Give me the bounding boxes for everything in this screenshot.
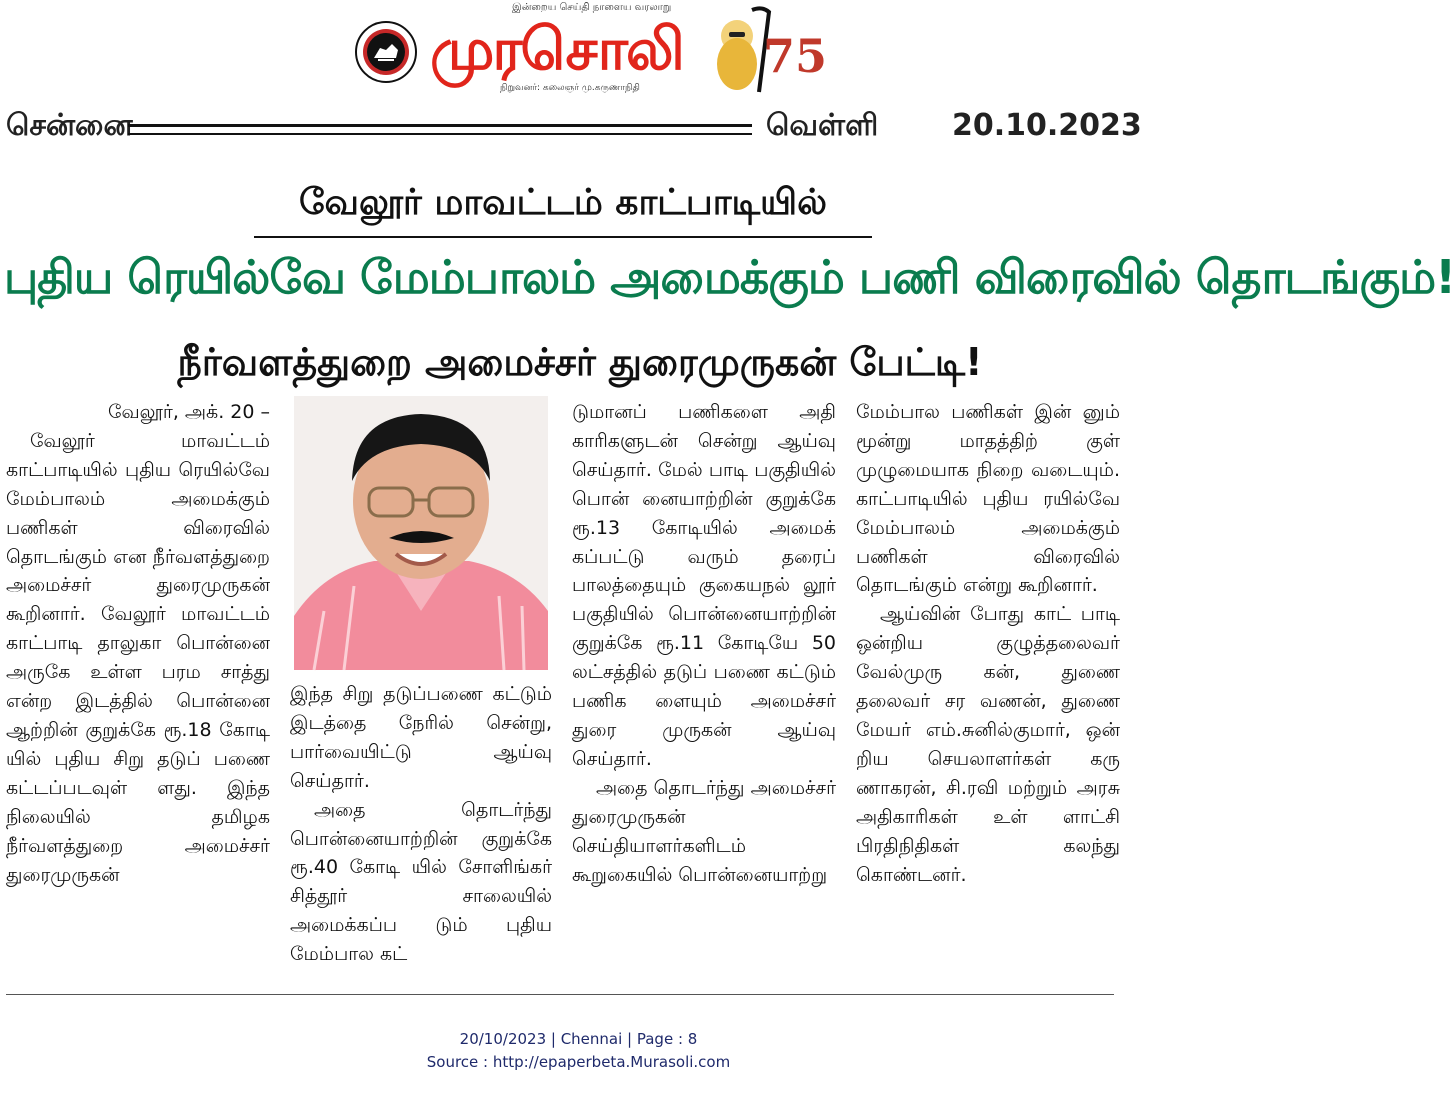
article-column-3	[572, 398, 836, 889]
article-paragraph: ஆய்வின் போது காட் பாடி ஒன்றிய குழுத்தலைவர் வேல்முரு கன், துணை தலைவர் சர வணன், துணை மேயர் எம்.சுனில்குமார், ஒன் றிய செயலாளர்கள் கரு ணாகரன், சி.ரவி மற்றும் அரசு அதிகாரிகள் உள் ளாட்சி பிரதிநிதிகள் கலந்து கொண்டனர்.	[856, 603, 1120, 886]
article-subhead: நீர்வளத்துறை அமைச்சர் துரைமுருகன் பேட்டி!	[177, 340, 983, 384]
page-footer	[0, 1028, 1157, 1074]
dateline-city: சென்னை	[6, 108, 133, 143]
article-paragraph: அதை தொடர்ந்து அமைச்சர் துரைமுருகன் செய்தியாளர்களிடம் கூறுகையில் பொன்னையாற்று	[572, 776, 836, 886]
article-paragraph: மேம்பால பணிகள் இன் னும் மூன்று மாதத்திற் குள் முழுமையாக நிறை வடையும். காட்பாடியில் புதிய ரயில்வே மேம்பாலம் அமைக்கும் பணிகள் விரைவில் தொடங்கும் என்று கூறினார்.	[856, 401, 1120, 597]
article-paragraph: இந்த சிறு தடுப்பணை கட்டும் இடத்தை நேரில் சென்று, பார்வையிட்டு ஆய்வு செய்தார்.	[290, 683, 552, 792]
footer-date-line: 20/10/2023 | Chennai | Page : 8	[459, 1030, 698, 1048]
portrait-image	[294, 396, 548, 670]
logo-subtitle: நிறுவனர்: கலைஞர் மு.கருணாநிதி	[500, 83, 640, 93]
article-headline: புதிய ரெயில்வே மேம்பாலம் அமைக்கும் பணி விரைவில் தொடங்கும்!	[4, 250, 1455, 304]
newspaper-logo: முரசொலி	[430, 15, 683, 83]
article-paragraph: வேலூர் மாவட்டம் காட்பாடியில் புதிய ரெயில்வே மேம்பாலம் அமைக்கும் பணிகள் விரைவில் தொடங்கும் என நீர்வளத்துறை அமைச்சர் துரைமுருகன் கூறினார். வேலூர் மாவட்டம் காட்பாடி தாலுகா பொன்னை அருகே உள்ள பரம சாத்து என்ற இடத்தில் பொன்னை ஆற்றின் குறுக்கே ரூ.18 கோடி யில் புதிய சிறு தடுப் பணை கட்டப்படவுள் ளது. இந்த நிலையில் தமிழக நீர்வளத்துறை அமைச்சர் துரைமுருகன்	[6, 429, 270, 886]
party-emblem-icon	[354, 20, 418, 84]
masthead	[352, 0, 828, 105]
masthead-tagline: இன்றைய செய்தி நாளைய வரலாறு	[512, 2, 672, 13]
article-column-4	[856, 398, 1120, 889]
anniversary-75-badge-icon	[707, 2, 828, 102]
minister-photo	[294, 396, 548, 670]
bottom-rule	[6, 994, 1114, 995]
dateline-rule	[128, 124, 752, 135]
dateline-bar	[0, 106, 1157, 150]
article-paragraph: டுமானப் பணிகளை அதி காரிகளுடன் சென்று ஆய்வு செய்தார். மேல் பாடி பகுதியில் பொன் னையாற்றின் குறுக்கே ரூ.13 கோடியில் அமைக் கப்பட்டு வரும் தரைப் பாலத்தையும் குகையநல் லூர் பகுதியில் பொன்னையாற்றின் குறுக்கே ரூ.11 கோடியே 50 லட்சத்தில் தடுப் பணை கட்டும் பணிக ளையும் அமைச்சர் துரை முருகன் ஆய்வு செய்தார்.	[572, 401, 836, 770]
article-column-2	[290, 680, 552, 969]
article-paragraph: அதை தொடர்ந்து பொன்னையாற்றின் குறுக்கே ரூ.40 கோடி யில் சோளிங்கர் சித்தூர் சாலையில் அமைக்கப்ப டும் புதிய மேம்பால கட்	[290, 798, 552, 966]
svg-text:75: 75	[763, 29, 828, 83]
footer-source-link[interactable]: Source : http://epaperbeta.Murasoli.com	[426, 1053, 731, 1071]
kicker-underline	[254, 236, 872, 238]
dateline-day: வெள்ளி	[766, 108, 879, 143]
dateline-date: 20.10.2023	[952, 108, 1142, 143]
article-column-1	[6, 398, 270, 889]
article-dateline: வேலூர், அக். 20 –	[108, 401, 270, 423]
article-kicker: வேலூர் மாவட்டம் காட்பாடியில்	[298, 182, 827, 223]
